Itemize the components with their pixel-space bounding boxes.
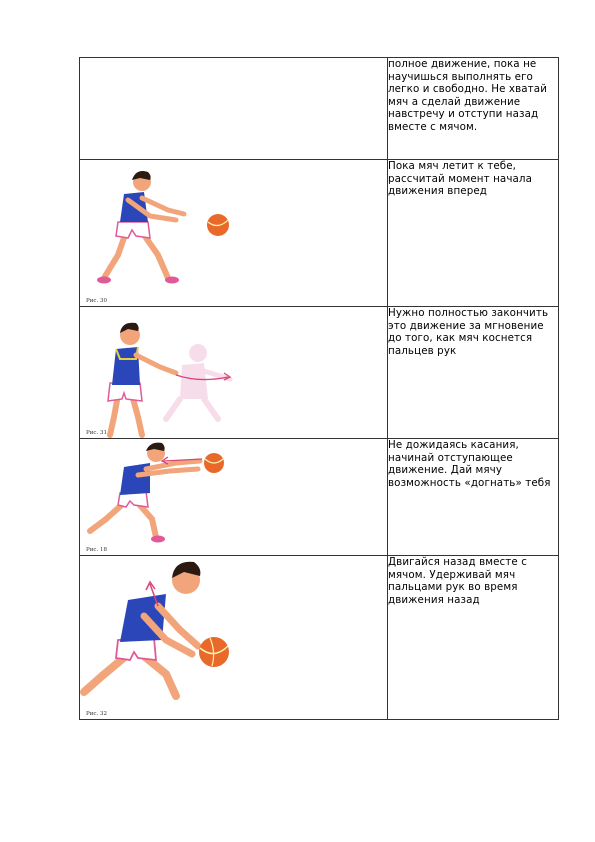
instruction-text: Нужно полностью закончить это движение за мгновение до того, как мяч коснется пальцев рук bbox=[388, 307, 559, 439]
figure-caption: Рис. 18 bbox=[86, 547, 107, 553]
instruction-text: Не дожидаясь касания, начинай отступающее движение. Дай мячу возможность «догнать» тебя bbox=[388, 439, 559, 556]
empty-image-cell bbox=[80, 58, 388, 160]
instruction-text: Пока мяч летит к тебе, рассчитай момент начала движения вперед bbox=[388, 160, 559, 307]
image-cell bbox=[80, 307, 388, 439]
image-cell bbox=[80, 160, 388, 307]
player-catching-illustration bbox=[80, 160, 380, 306]
instruction-text: Двигайся назад вместе с мячом. Удерживай мяч пальцами рук во время движения назад bbox=[388, 556, 559, 720]
image-cell bbox=[80, 439, 388, 556]
figure-caption: Рис. 32 bbox=[86, 711, 107, 717]
table-row bbox=[80, 439, 559, 556]
player-retreat-illustration bbox=[80, 556, 380, 719]
figure-caption: Рис. 31 bbox=[86, 430, 107, 436]
figure-caption: Рис. 30 bbox=[86, 298, 107, 304]
player-lunge-illustration bbox=[80, 439, 380, 555]
instruction-table bbox=[79, 57, 559, 720]
table-row bbox=[80, 556, 559, 720]
image-cell bbox=[80, 556, 388, 720]
table-row bbox=[80, 160, 559, 307]
table-row bbox=[80, 307, 559, 439]
table-row bbox=[80, 58, 559, 160]
instruction-text: полное движение, пока не научишься выполнять его легко и свободно. Не хватай мяч а сделай движение навстречу и отступи назад вместе с мячом. bbox=[388, 58, 559, 160]
player-reaching-illustration bbox=[80, 307, 380, 438]
